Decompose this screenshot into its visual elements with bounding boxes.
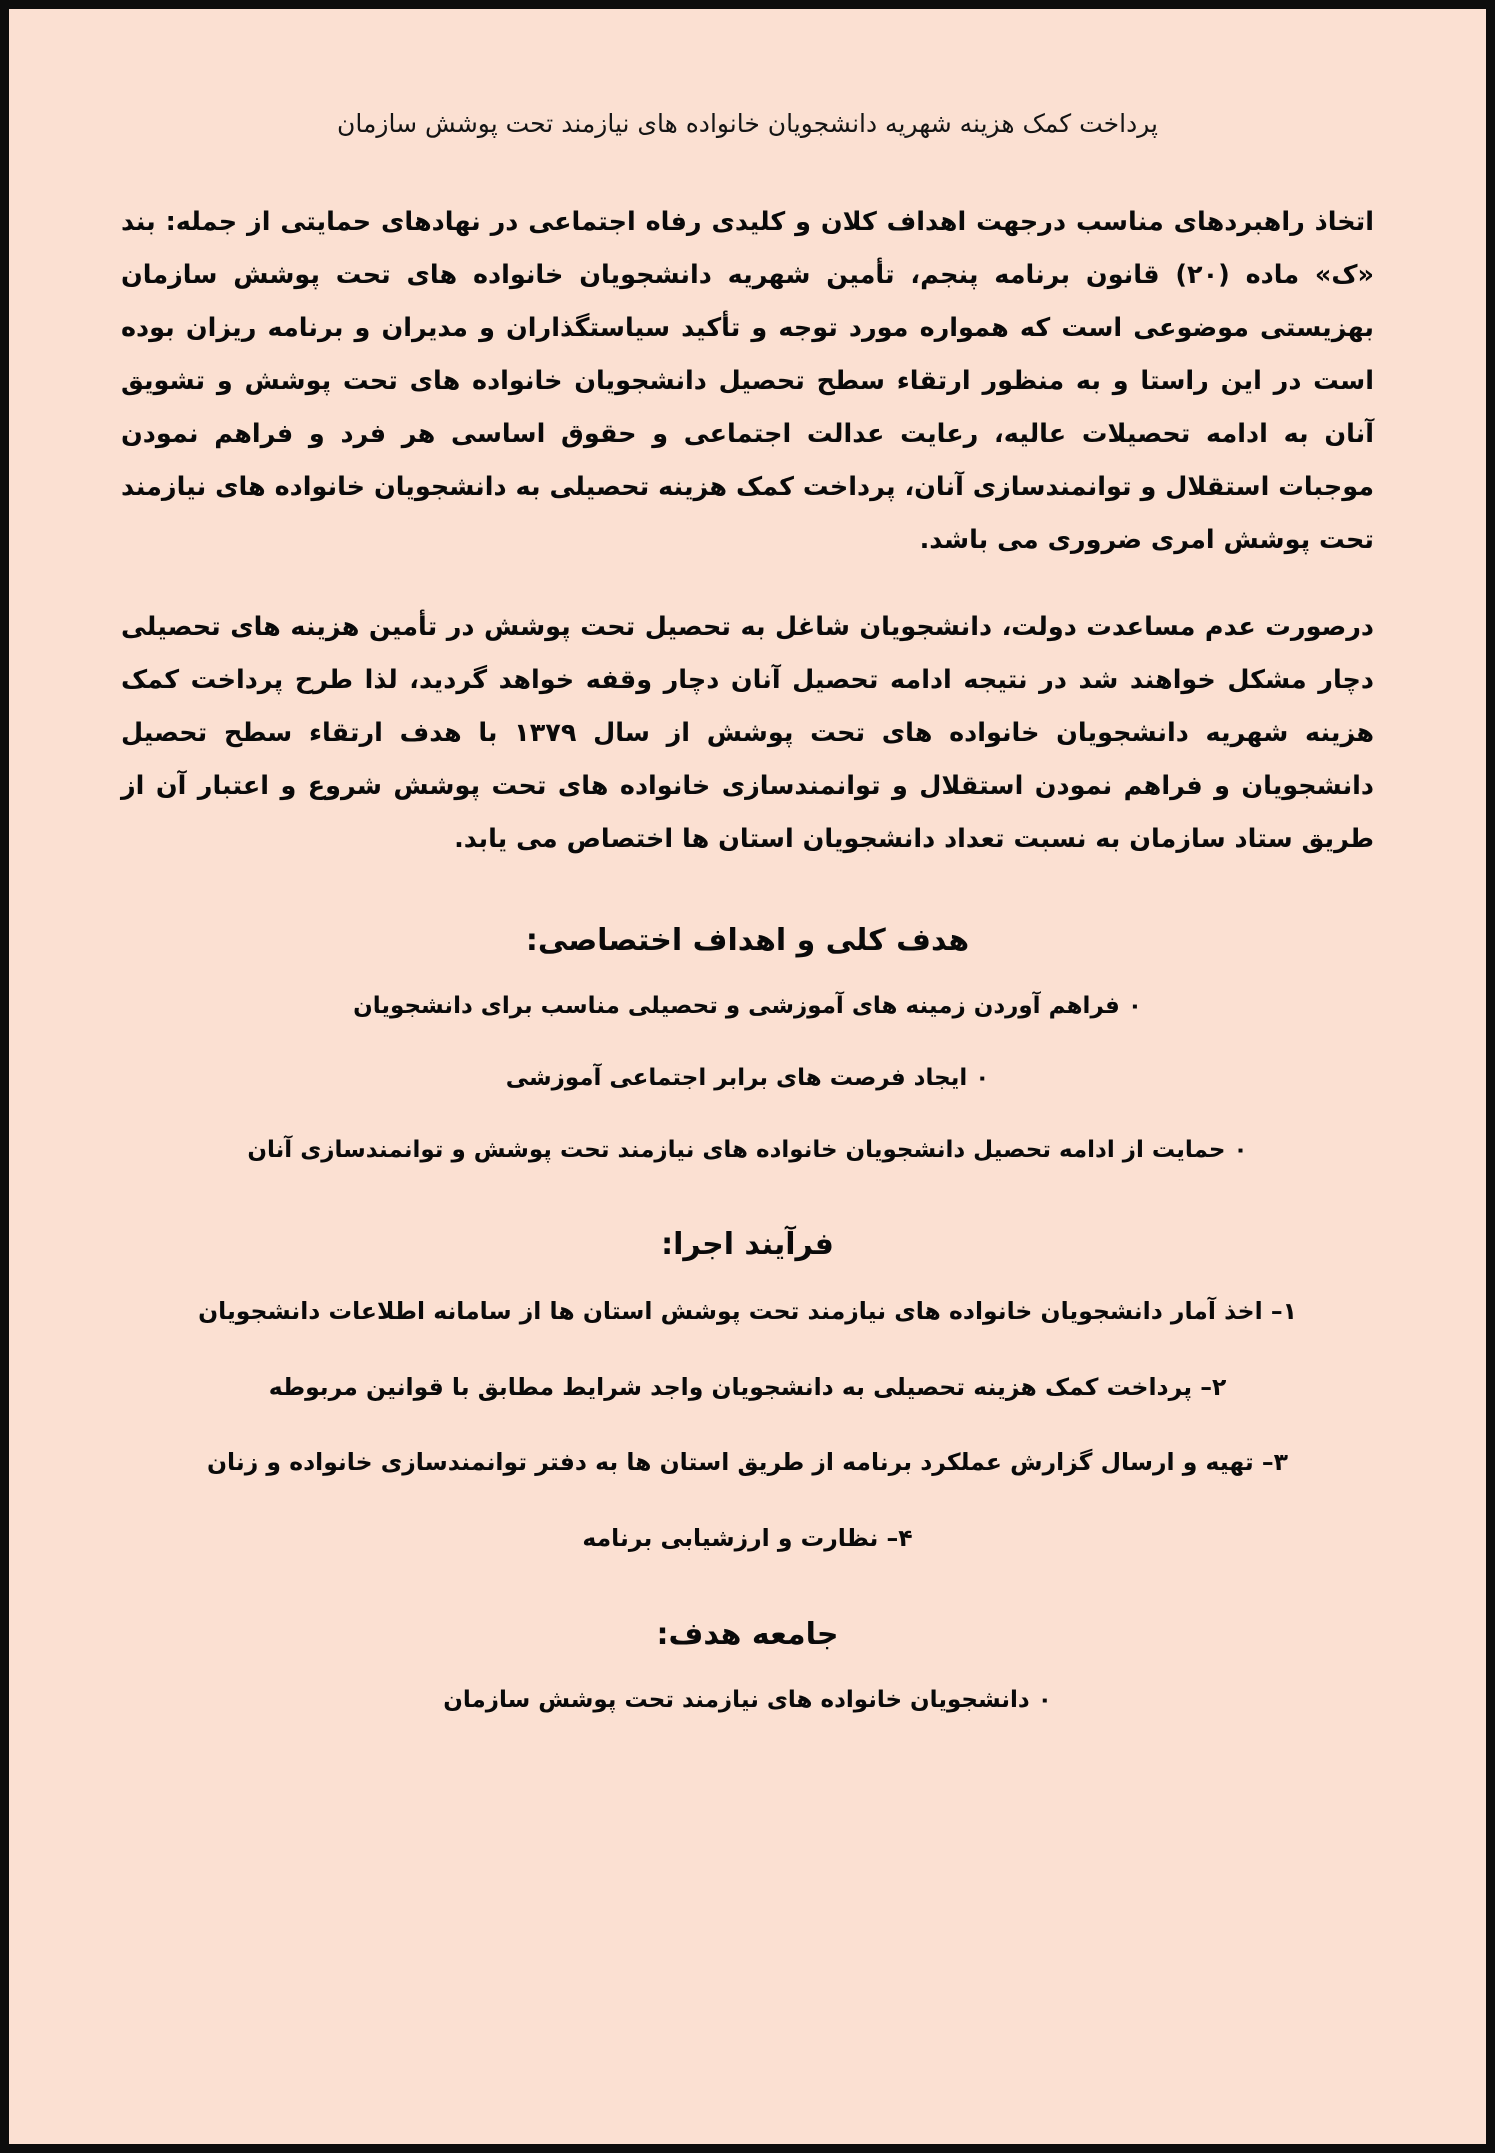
- list-item: [121, 1520, 1374, 1556]
- list-item: [121, 1061, 1374, 1097]
- step-label: نظارت و ارزشیابی برنامه: [582, 1523, 879, 1552]
- step-number: ۲–: [1200, 1372, 1227, 1401]
- list-item-label: دانشجویان خانواده های نیازمند تحت پوشش سازمان: [443, 1686, 1030, 1713]
- list-item: [121, 1683, 1374, 1719]
- list-item: [121, 1133, 1374, 1169]
- target-group-heading: جامعه هدف:: [656, 1616, 839, 1652]
- bullet-icon: ٠: [1233, 1136, 1248, 1163]
- process-heading: فرآیند اجرا:: [661, 1227, 834, 1263]
- list-item: [121, 1293, 1374, 1329]
- page-title: پرداخت کمک هزینه شهریه دانشجویان خانواده های نیازمند تحت پوشش سازمان: [337, 109, 1158, 138]
- list-item: [121, 989, 1374, 1025]
- step-label: تهیه و ارسال گزارش عملکرد برنامه از طریق استان ها به دفتر توانمندسازی خانواده و زنان: [207, 1448, 1254, 1477]
- goals-list: [121, 989, 1374, 1168]
- list-item: [121, 1369, 1374, 1405]
- intro-paragraph-1: اتخاذ راهبردهای مناسب درجهت اهداف کلان و کلیدی رفاه اجتماعی در نهادهای حمایتی از جمله: بند «ک» ماده (۲۰) قانون برنامه پنجم، تأمین شهریه دانشجویان خانواده های تحت پوشش سازمان بهزیستی موضوعی است که همواره مورد توجه و تأکید سیاستگذاران و مدیران و برنامه ریزان بوده است در این راستا و به منظور ارتقاء سطح تحصیل دانشجویان خانواده های تحت پوشش و تشویق آنان به ادامه تحصیلات عالیه، رعایت عدالت اجتماعی و حقوق اساسی هر فرد و فراهم نمودن موجبات استقلال و توانمندسازی آنان، پرداخت کمک هزینه تحصیلی به دانشجویان خانواده های نیازمند تحت پوشش امری ضروری می باشد.: [121, 207, 1374, 556]
- goals-heading: هدف کلی و اهداف اختصاصی:: [525, 923, 970, 959]
- list-item-label: ایجاد فرصت های برابر اجتماعی آموزشی: [505, 1065, 968, 1092]
- step-label: پرداخت کمک هزینه تحصیلی به دانشجویان واجد شرایط مطابق با قوانین مربوطه: [268, 1372, 1193, 1401]
- list-item-label: فراهم آوردن زمینه های آموزشی و تحصیلی مناسب برای دانشجویان: [353, 993, 1120, 1020]
- target-group-list: [121, 1683, 1374, 1719]
- step-number: ۱–: [1270, 1297, 1297, 1326]
- step-label: اخذ آمار دانشجویان خانواده های نیازمند تحت پوشش استان ها از سامانه اطلاعات دانشجویان: [198, 1297, 1263, 1326]
- bullet-icon: ٠: [1037, 1686, 1052, 1713]
- step-number: ۳–: [1261, 1448, 1288, 1477]
- bullet-icon: ٠: [1127, 993, 1142, 1020]
- step-number: ۴–: [886, 1523, 913, 1552]
- process-steps-list: [121, 1293, 1374, 1556]
- intro-paragraph-2: درصورت عدم مساعدت دولت، دانشجویان شاغل به تحصیل تحت پوشش در تأمین هزینه های تحصیلی دچار مشکل خواهند شد در نتیجه ادامه تحصیل آنان دچار وقفه خواهد گردید، لذا طرح پرداخت کمک هزینه شهریه دانشجویان خانواده های تحت پوشش از سال ۱۳۷۹ با هدف ارتقاء سطح تحصیل دانشجویان و فراهم نمودن استقلال و توانمندسازی خانواده های تحت پوشش شروع و اعتبار آن از طریق ستاد سازمان به نسبت تعداد دانشجویان استان ها اختصاص می یابد.: [121, 612, 1374, 855]
- list-item: [121, 1444, 1374, 1480]
- bullet-icon: ٠: [975, 1065, 990, 1092]
- document-body: [9, 9, 1486, 1719]
- list-item-label: حمایت از ادامه تحصیل دانشجویان خانواده های نیازمند تحت پوشش و توانمندسازی آنان: [247, 1136, 1226, 1163]
